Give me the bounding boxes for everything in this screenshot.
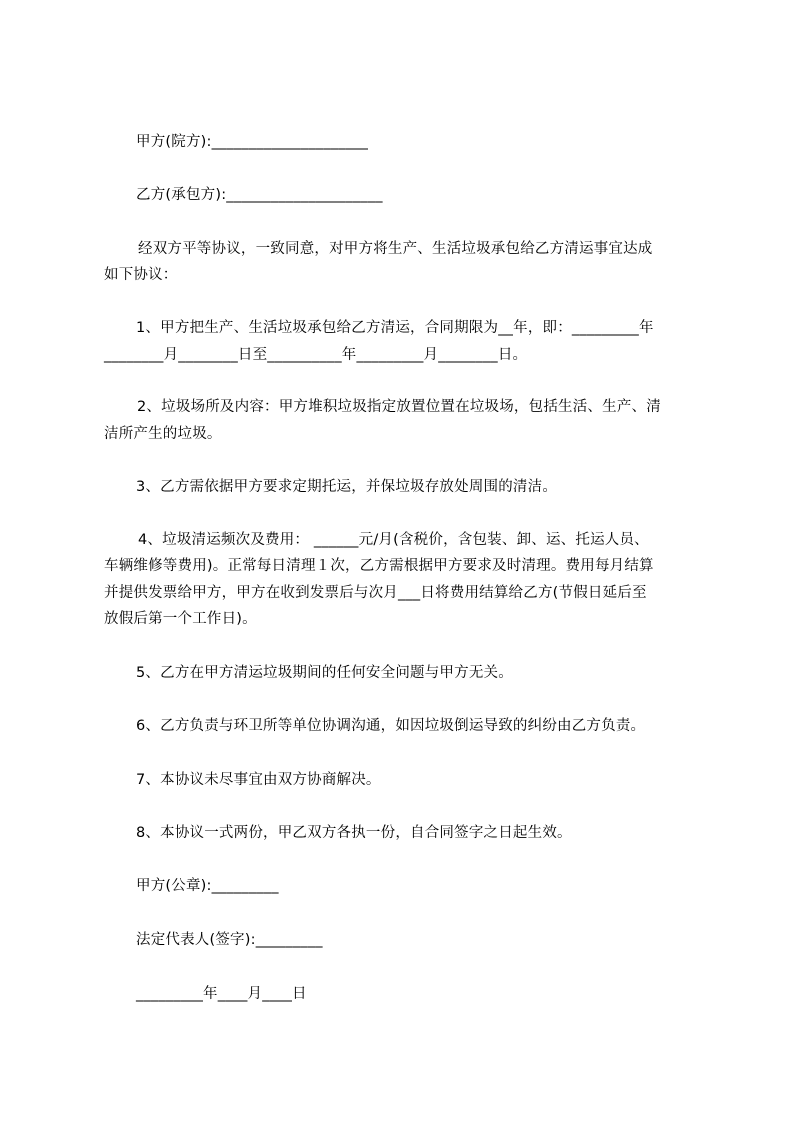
intro-line-2: 如下协议： [104, 267, 178, 283]
clause-4-line-2: 车辆维修等费用)。正常每日清理１次，乙方需根据甲方要求及时清理。费用每月结算 [104, 558, 654, 574]
clause-2-line-1: 2、垃圾场所及内容：甲方堆积垃圾指定放置位置在垃圾场，包括生活、生产、清 [137, 399, 661, 415]
clause-1-line-2: ________月________日至__________年_________月________日。 [104, 347, 528, 363]
clause-6-line-1: 6、乙方负责与环卫所等单位协调沟通，如因垃圾倒运导致的纠纷由乙方负责。 [136, 718, 646, 734]
clause-1-line-1: 1、甲方把生产、生活垃圾承包给乙方清运，合同期限为__年，即：_________年 [136, 320, 654, 336]
party-b-line: 乙方(承包方):_____________________ [136, 187, 383, 203]
clause-4-line-1: 4、垃圾清运频次及费用： ______元/月(含税价，含包装、卸、运、托运人员、 [138, 532, 649, 548]
clause-4-line-3: 并提供发票给甲方，甲方在收到发票后与次月___日将费用结算给乙方(节假日延后至 [104, 585, 647, 601]
clause-3-line-1: 3、乙方需依据甲方要求定期托运，并保垃圾存放处周围的清洁。 [136, 479, 558, 495]
clause-8-line-1: 8、本协议一式两份，甲乙双方各执一份，自合同签字之日起生效。 [136, 825, 572, 841]
party-a-line: 甲方(院方):_____________________ [136, 134, 369, 150]
party-a-seal-line: 甲方(公章):_________ [136, 878, 279, 894]
clause-5-line-1: 5、乙方在甲方清运垃圾期间的任何安全问题与甲方无关。 [136, 665, 513, 681]
clause-4-line-4: 放假后第一个工作日)。 [104, 611, 257, 627]
representative-signature-line: 法定代表人(签字):_________ [136, 932, 323, 948]
clause-7-line-1: 7、本协议未尽事宜由双方协商解决。 [136, 772, 381, 788]
intro-line-1: 经双方平等协议，一致同意，对甲方将生产、生活垃圾承包给乙方清运事宜达成 [138, 241, 653, 257]
signature-date-line: _________年____月____日 [136, 986, 307, 1002]
clause-2-line-2: 洁所产生的垃圾。 [104, 426, 222, 442]
